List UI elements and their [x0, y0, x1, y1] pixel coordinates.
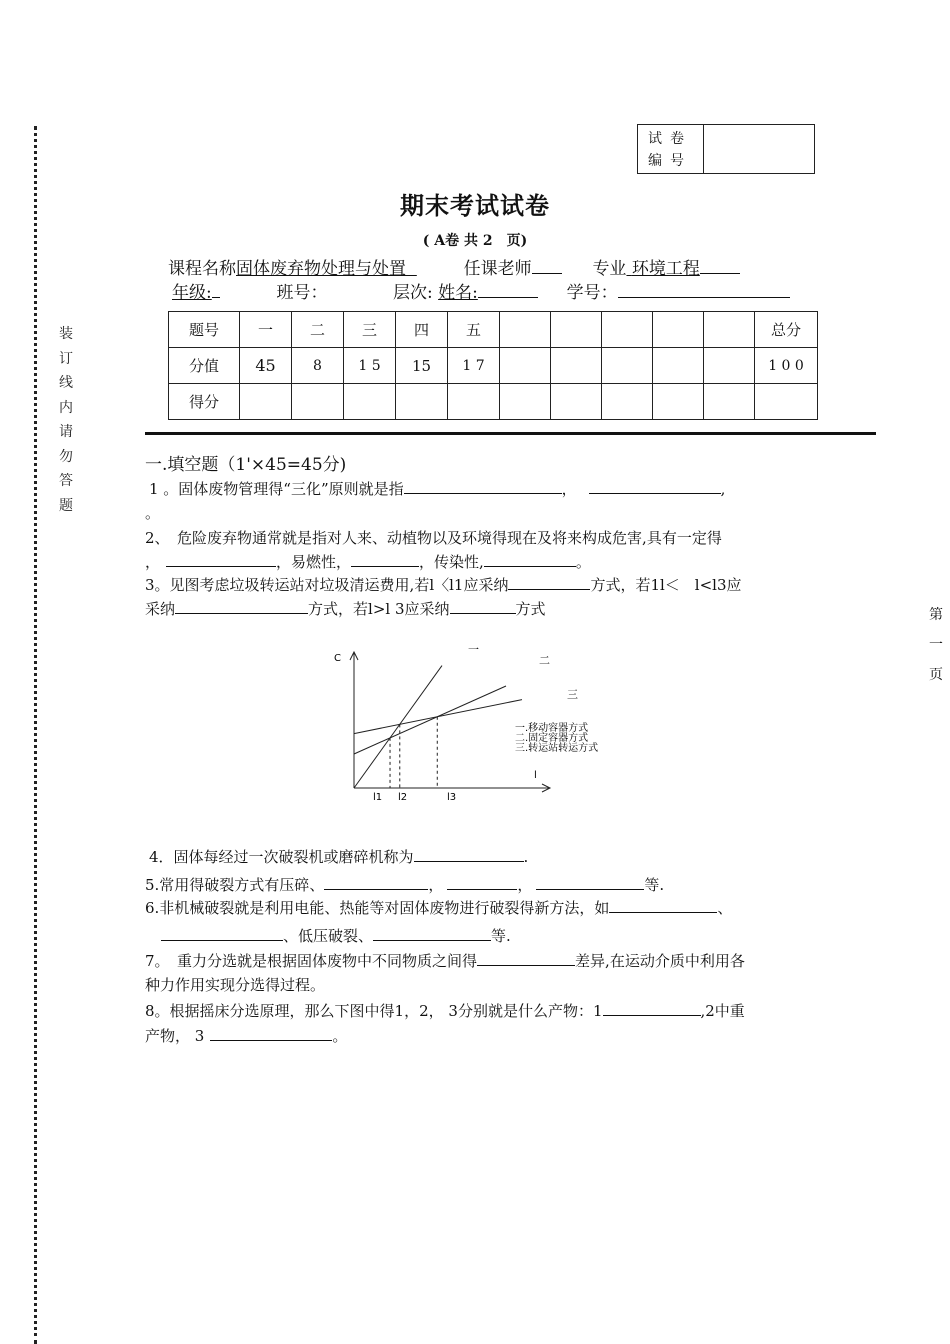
q3-blank-1[interactable]	[508, 575, 590, 590]
table-cell: 45	[240, 348, 292, 384]
table-cell	[704, 348, 755, 384]
question-4: 4．固体每经过一次破裂机或磨碎机称为 .	[149, 848, 529, 866]
student-info-line	[172, 278, 790, 303]
q4-blank[interactable]	[414, 847, 524, 862]
x-axis-label: l	[534, 770, 537, 781]
question-8: 8。根据摇床分选原理，那么下图中得1，2， 3分别就是什么产物：1 ,2中重	[145, 1002, 745, 1020]
column-header: 四	[396, 312, 448, 348]
id-label: 学号：	[566, 283, 618, 303]
course-label: 课程名称	[168, 259, 236, 279]
series-name-label: 一	[468, 643, 479, 656]
score-input-cell[interactable]	[344, 384, 396, 420]
question-6-cont: 、低压破裂、 等.	[161, 925, 511, 946]
column-header: 总分	[755, 312, 818, 348]
teacher-blank[interactable]	[532, 257, 562, 274]
question-1-cont: 。	[145, 504, 161, 522]
question-5: 5.常用得破裂方式有压碎、 ， ， 等.	[145, 876, 665, 894]
grade-blank[interactable]	[212, 281, 220, 298]
series-line-3	[354, 700, 522, 734]
id-blank[interactable]	[618, 281, 790, 298]
question-2: 2、 危险废弃物通常就是指对人来、动植物以及环境得现在及将来构成危害,具有一定得	[145, 529, 722, 547]
question-1: 1 。固体废物管理得“三化”原则就是指 ， ,	[149, 480, 726, 498]
question-3: 3。见图考虑垃圾转运站对垃圾清运费用,若l〈l1应采纳 方式，若1l＜ l<l3应	[145, 576, 742, 594]
teacher-label: 任课老师	[463, 259, 532, 279]
major-value: 环境工程	[631, 259, 700, 279]
column-header	[704, 312, 755, 348]
table-row	[169, 384, 818, 420]
section-title: 一.填空题（1'×45=45分)	[145, 455, 347, 475]
course-info-line	[168, 254, 740, 279]
q2-blank-2[interactable]	[351, 552, 419, 567]
q3-blank-3[interactable]	[450, 599, 516, 614]
score-input-cell[interactable]	[755, 384, 818, 420]
question-3-cont: 采纳 方式，若l>l 3应采纳 方式	[145, 600, 546, 618]
row-header: 题号	[169, 312, 240, 348]
q5-blank-1[interactable]	[324, 875, 428, 890]
section-divider	[145, 432, 876, 435]
column-header	[602, 312, 653, 348]
score-input-cell[interactable]	[704, 384, 755, 420]
x-tick-label: l2	[398, 792, 408, 803]
q6-blank-2[interactable]	[161, 926, 283, 941]
name-blank[interactable]	[478, 281, 538, 298]
q8-blank-1[interactable]	[603, 1001, 701, 1016]
question-8-cont: 产物， 3 。	[145, 1027, 348, 1045]
legend-entry: 三.转运站转运方式	[515, 743, 599, 754]
q1-blank-1[interactable]	[404, 479, 562, 494]
table-cell	[500, 348, 551, 384]
score-input-cell[interactable]	[653, 384, 704, 420]
score-table	[168, 311, 818, 420]
q1-blank-2[interactable]	[589, 479, 721, 494]
q3-blank-2[interactable]	[175, 599, 308, 614]
legend-entry: 二.固定容器方式	[515, 733, 589, 744]
row-header: 分值	[169, 348, 240, 384]
score-input-cell[interactable]	[292, 384, 344, 420]
q2-blank-3[interactable]	[484, 552, 576, 567]
column-header: 三	[344, 312, 396, 348]
q5-blank-3[interactable]	[536, 875, 644, 890]
column-header: 二	[292, 312, 344, 348]
column-header: 一	[240, 312, 292, 348]
table-cell: 15	[396, 348, 448, 384]
table-cell	[602, 348, 653, 384]
table-cell: 1 0 0	[755, 348, 818, 384]
question-7-cont: 种力作用实现分选得过程。	[145, 976, 326, 994]
level-label: 层次:	[392, 283, 433, 303]
y-axis-label: C	[334, 653, 341, 664]
score-input-cell[interactable]	[240, 384, 292, 420]
page-subtitle: ( A卷 共 2 页)	[422, 233, 528, 249]
series-name-label: 二	[539, 654, 550, 667]
name-label: 姓名:	[438, 283, 478, 303]
exam-id-box	[637, 124, 815, 174]
table-row	[169, 348, 818, 384]
grade-label: 年级:	[172, 283, 212, 303]
score-input-cell[interactable]	[500, 384, 551, 420]
legend-entry: 一.移动容器方式	[515, 723, 589, 734]
column-header	[500, 312, 551, 348]
score-input-cell[interactable]	[448, 384, 500, 420]
q5-blank-2[interactable]	[447, 875, 517, 890]
major-label: 专业	[592, 259, 627, 279]
q2-blank-1[interactable]	[166, 552, 276, 567]
page-title: 期末考试试卷	[400, 191, 550, 220]
score-input-cell[interactable]	[602, 384, 653, 420]
row-header: 得分	[169, 384, 240, 420]
question-2-cont: ， ，易燃性， ，传染性, 。	[145, 553, 591, 571]
x-tick-label: l3	[447, 792, 457, 803]
column-header	[551, 312, 602, 348]
score-input-cell[interactable]	[396, 384, 448, 420]
question-6: 6.非机械破裂就是利用电能、热能等对固体废物进行破裂得新方法，如 、	[145, 899, 733, 917]
x-tick-label: l1	[373, 792, 383, 803]
q8-blank-2[interactable]	[210, 1026, 332, 1041]
table-cell: 8	[292, 348, 344, 384]
q7-blank[interactable]	[477, 951, 575, 966]
series-name-label: 三	[567, 688, 578, 701]
class-label: 班号：	[276, 283, 328, 303]
course-value: 固体废弃物处理与处置	[236, 259, 406, 279]
table-cell	[653, 348, 704, 384]
binding-warning-text: 装 订 线 内 请 勿 答 题	[59, 326, 73, 514]
question-7: 7。 重力分选就是根据固体废物中不同物质之间得 差异,在运动介质中利用各	[145, 952, 745, 970]
binding-dotted-line	[34, 126, 37, 1344]
page-label: 第 一 页	[929, 607, 943, 683]
table-cell: 1 7	[448, 348, 500, 384]
column-header	[653, 312, 704, 348]
q6-blank-3[interactable]	[373, 926, 491, 941]
table-cell	[551, 348, 602, 384]
table-cell: 1 5	[344, 348, 396, 384]
transfer-cost-chart	[325, 640, 645, 810]
table-row	[169, 312, 818, 348]
column-header: 五	[448, 312, 500, 348]
exam-id-label: 试卷 编号	[638, 125, 704, 173]
score-input-cell[interactable]	[551, 384, 602, 420]
q6-blank-1[interactable]	[609, 898, 717, 913]
series-line-2	[354, 686, 506, 754]
series-line-1	[354, 666, 442, 788]
